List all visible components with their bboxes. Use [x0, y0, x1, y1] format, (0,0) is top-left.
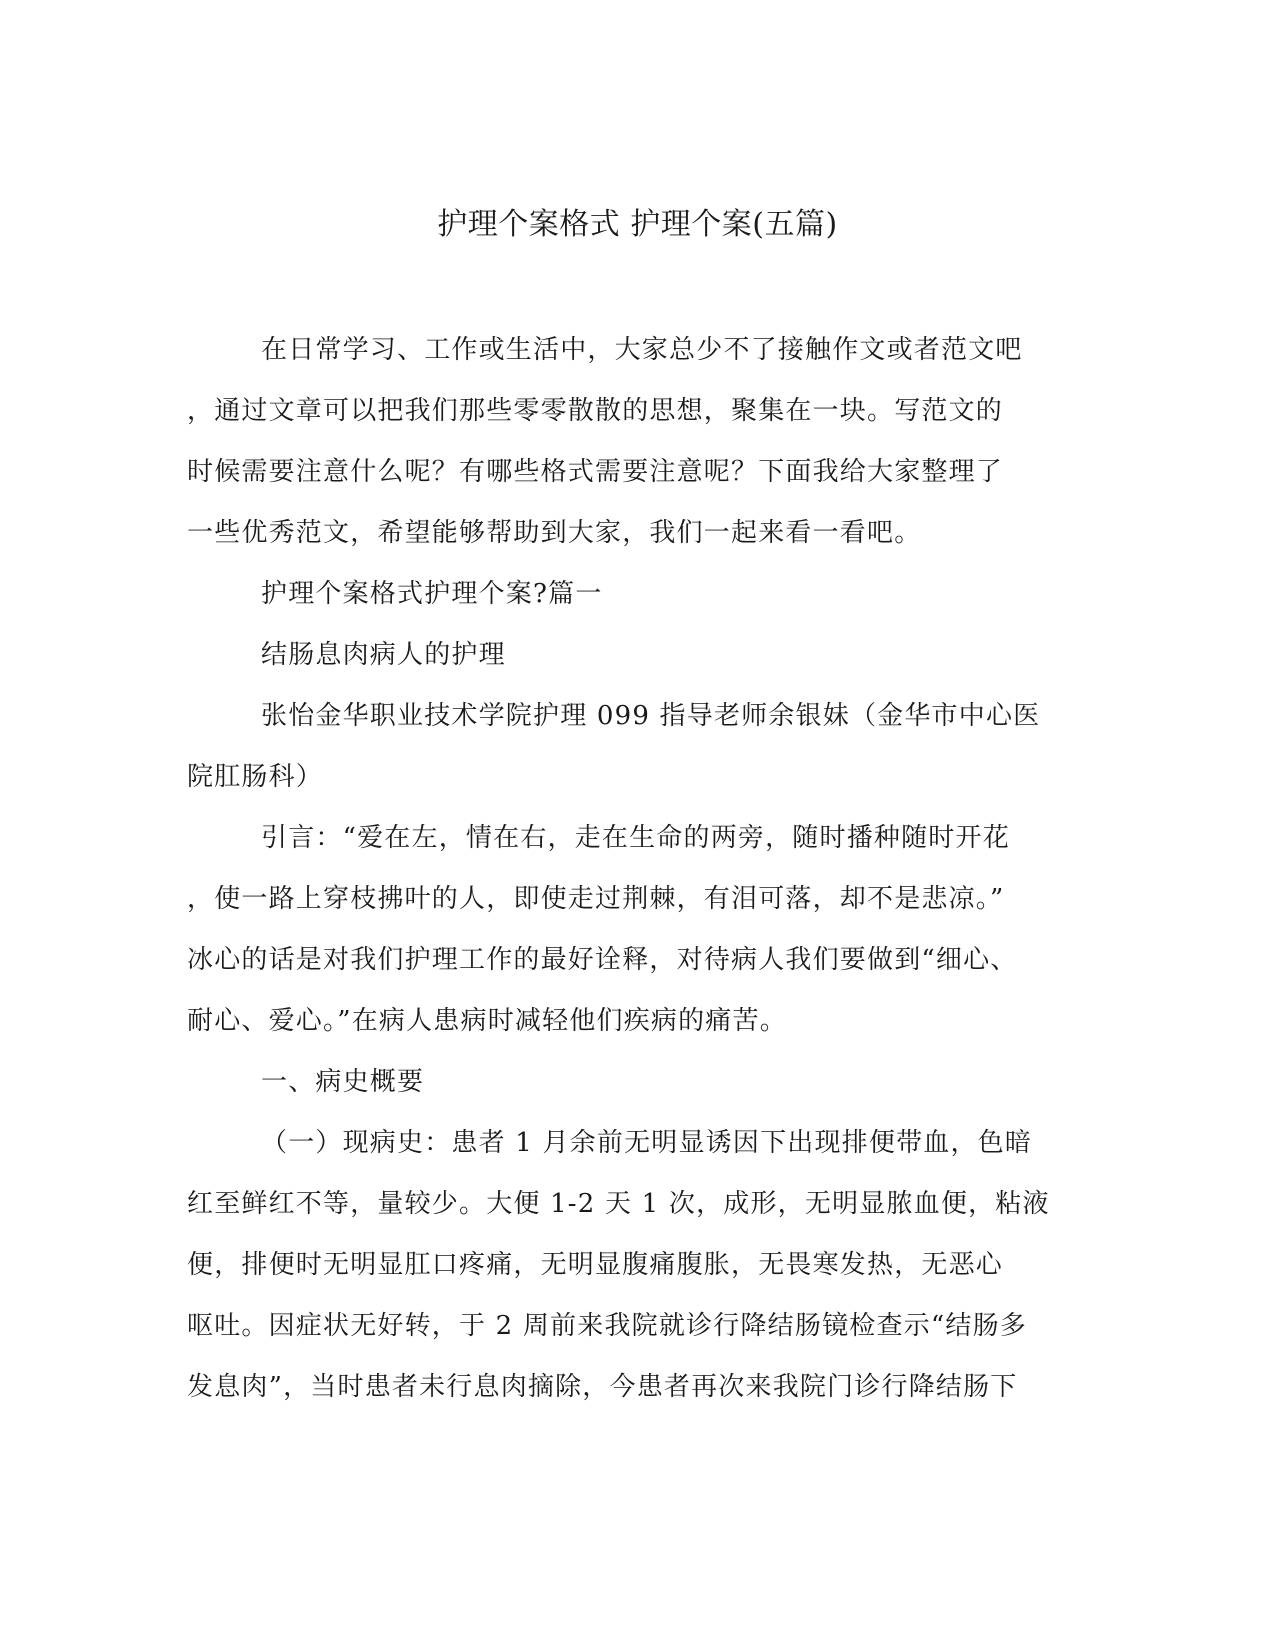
- paragraph-line: 时候需要注意什么呢？有哪些格式需要注意呢？下面我给大家整理了: [187, 457, 1004, 487]
- section-heading: 一、病史概要: [261, 1067, 425, 1097]
- author-line: 张怡金华职业技术学院护理 099 指导老师余银妹（金华市中心医: [261, 701, 1041, 731]
- paragraph-line: ，通过文章可以把我们那些零零散散的思想，聚集在一块。写范文的: [187, 396, 1004, 426]
- paragraph-line: 发息肉”，当时患者未行息肉摘除，今患者再次来我院门诊行降结肠下: [187, 1372, 1018, 1402]
- paragraph-line: （一）现病史：患者 1 月余前无明显诱因下出现排便带血，色暗: [261, 1128, 1033, 1158]
- document-title: 护理个案格式 护理个案(五篇): [437, 207, 838, 242]
- paragraph-line: 红至鲜红不等，量较少。大便 1-2 天 1 次，成形，无明显脓血便，粘液: [187, 1189, 1050, 1219]
- document-body: [187, 320, 1067, 1418]
- paragraph-line: 呕吐。因症状无好转，于 2 周前来我院就诊行降结肠镜检查示“结肠多: [187, 1311, 1027, 1341]
- paragraph-line: 引言：“爱在左，情在右，走在生命的两旁，随时播种随时开花: [261, 823, 1010, 853]
- paragraph-line: 一些优秀范文，希望能够帮助到大家，我们一起来看一看吧。: [187, 518, 922, 548]
- paragraph-line: 耐心、爱心。”在病人患病时减轻他们疾病的痛苦。: [187, 1006, 787, 1036]
- paragraph-line: 便，排便时无明显肛口疼痛，无明显腹痛腹胀，无畏寒发热，无恶心: [187, 1250, 1004, 1280]
- paragraph-line: 在日常学习、工作或生活中，大家总少不了接触作文或者范文吧: [261, 335, 1023, 365]
- author-line: 院肛肠科）: [187, 762, 324, 792]
- section-heading: 护理个案格式护理个案?篇一: [261, 579, 603, 609]
- paragraph-line: 冰心的话是对我们护理工作的最好诠释，对待病人我们要做到“细心、: [187, 945, 1018, 975]
- paragraph-line: ，使一路上穿枝拂叶的人，即使走过荆棘，有泪可落，却不是悲凉。”: [187, 884, 1005, 914]
- article-title: 结肠息肉病人的护理: [261, 640, 506, 670]
